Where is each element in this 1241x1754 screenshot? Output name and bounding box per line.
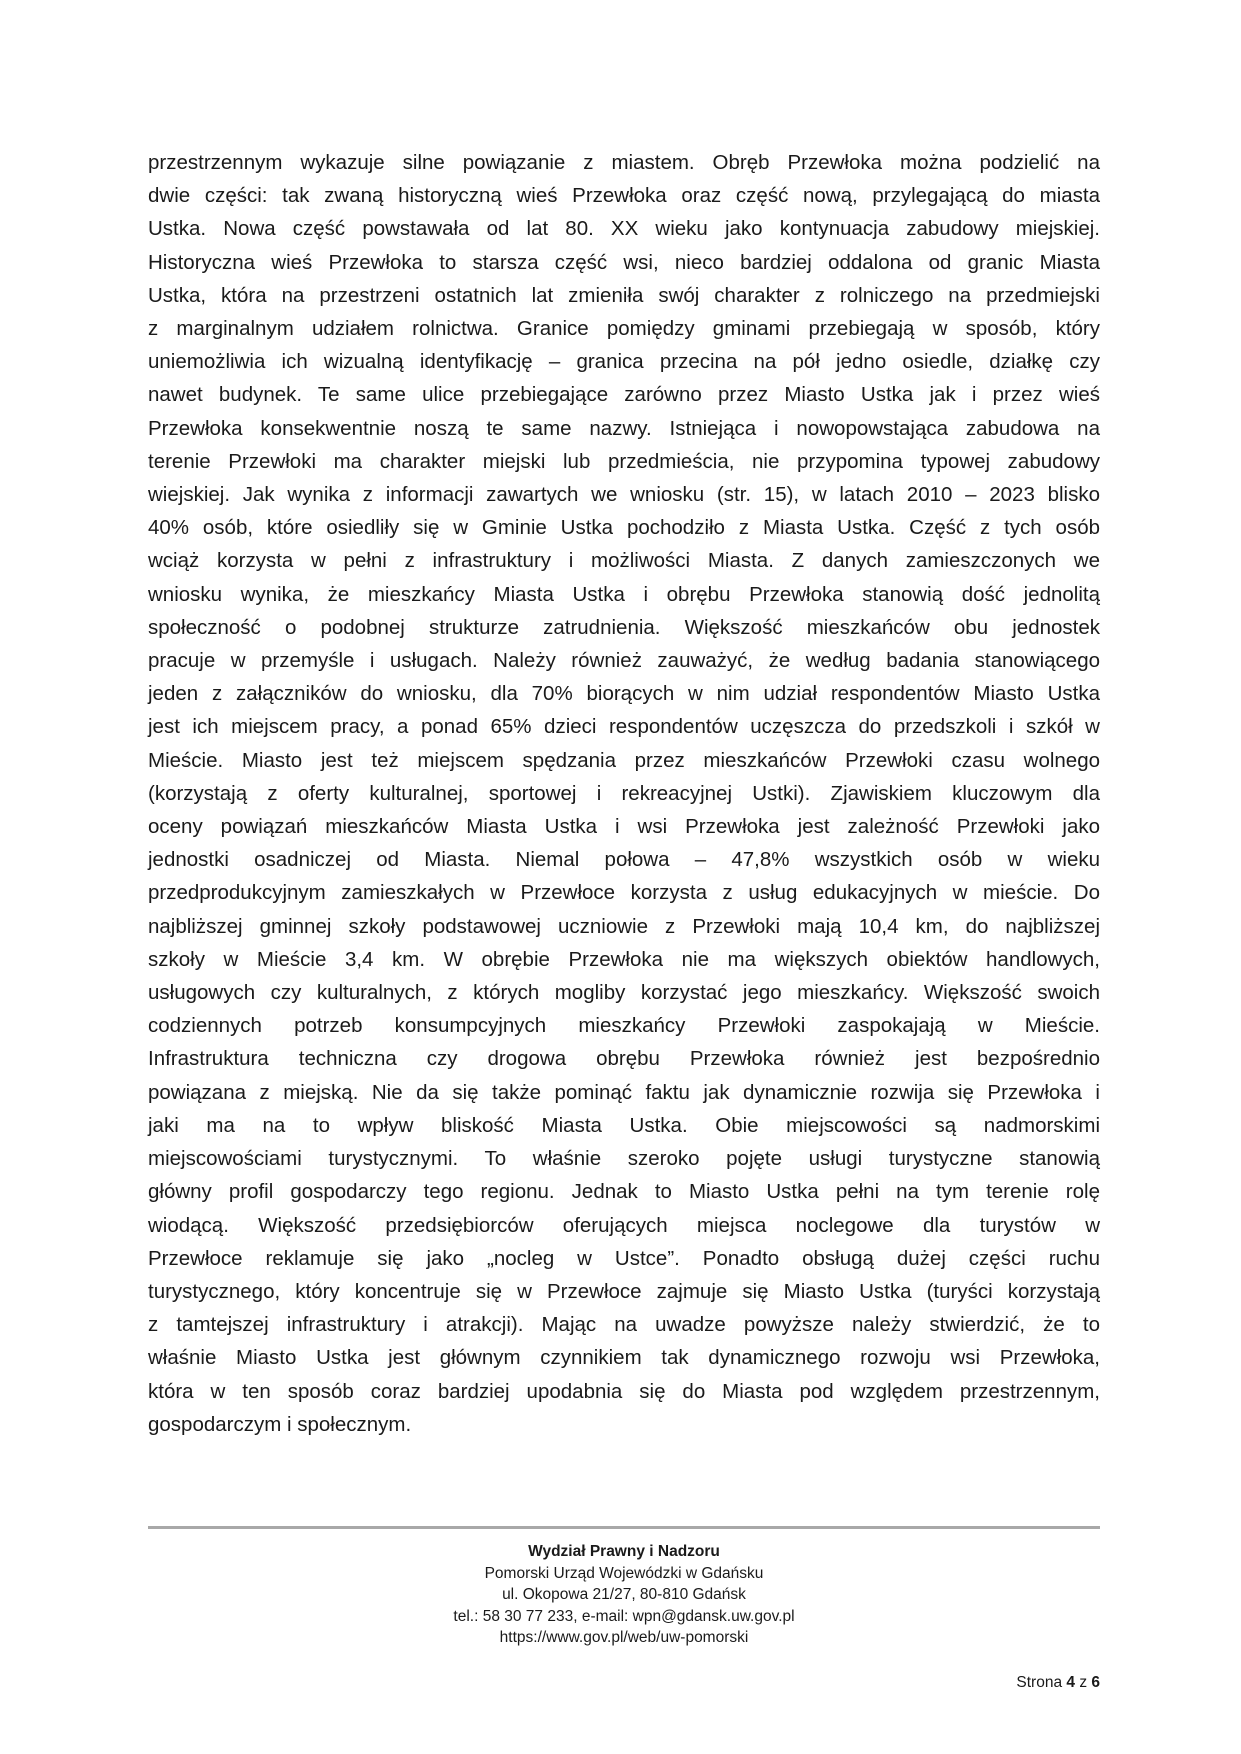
text-line: szkoły w Mieście 3,4 km. W obrębie Przewłoka nie ma większych obiektów handlowych, — [148, 947, 1100, 971]
footer-contact: tel.: 58 30 77 233, e-mail: wpn@gdansk.uw.gov.pl — [453, 1607, 795, 1625]
page-number — [1016, 1674, 1100, 1692]
page-number-current: 4 — [1066, 1674, 1075, 1691]
text-line: jaki ma na to wpływ bliskość Miasta Ustka. Obie miejscowości są nadmorskimi — [148, 1113, 1100, 1137]
footer — [148, 1541, 1100, 1649]
text-line: wiodącą. Większość przedsiębiorców oferujących miejsca noclegowe dla turystów w — [148, 1213, 1100, 1237]
text-line: wciąż korzysta w pełni z infrastruktury i możliwości Miasta. Z danych zamieszczonych we — [148, 549, 1100, 573]
text-line: pracuje w przemyśle i usługach. Należy również zauważyć, że według badania stanowiącego — [148, 649, 1100, 673]
text-line: terenie Przewłoki ma charakter miejski lub przedmieścia, nie przypomina typowej zabudowy — [148, 449, 1100, 473]
text-line: Przewłoce reklamuje się jako „nocleg w Ustce”. Ponadto obsługą dużej części ruchu — [148, 1246, 1100, 1270]
body-paragraph — [148, 146, 1100, 1441]
text-line: turystycznego, który koncentruje się w Przewłoce zajmuje się Miasto Ustka (turyści korzystają — [148, 1279, 1100, 1303]
text-line: Historyczna wieś Przewłoka to starsza część wsi, nieco bardziej oddalona od granic Miasta — [148, 250, 1100, 274]
footer-address: ul. Okopowa 21/27, 80-810 Gdańsk — [502, 1586, 746, 1603]
text-line: dwie części: tak zwaną historyczną wieś Przewłoka oraz część nową, przylegającą do miasta — [148, 184, 1100, 208]
text-line: wiejskiej. Jak wynika z informacji zawartych we wniosku (str. 15), w latach 2010 – 2023 blisko — [148, 483, 1100, 507]
text-line: usługowych czy kulturalnych, z których mogliby korzystać jego mieszkańcy. Większość swoich — [148, 981, 1100, 1005]
text-line: Ustka. Nowa część powstawała od lat 80. XX wieku jako kontynuacja zabudowy miejskiej. — [148, 217, 1100, 241]
text-line: nawet budynek. Te same ulice przebiegające zarówno przez Miasto Ustka jak i przez wieś — [148, 383, 1100, 407]
footer-divider — [148, 1526, 1100, 1529]
text-line: przedprodukcyjnym zamieszkałych w Przewłoce korzysta z usług edukacyjnych w mieście. Do — [148, 881, 1100, 905]
text-line: z tamtejszej infrastruktury i atrakcji). Mając na uwadze powyższe należy stwierdzić, że to — [148, 1313, 1100, 1337]
text-line: 40% osób, które osiedliły się w Gminie Ustka pochodziło z Miasta Ustka. Część z tych osób — [148, 516, 1100, 540]
text-line: główny profil gospodarczy tego regionu. Jednak to Miasto Ustka pełni na tym terenie rolę — [148, 1180, 1100, 1204]
text-line: powiązana z miejską. Nie da się także pominąć faktu jak dynamicznie rozwija się Przewłoka i — [148, 1080, 1100, 1104]
page-number-total: 6 — [1091, 1674, 1100, 1691]
text-line: z marginalnym udziałem rolnictwa. Granice pomiędzy gminami przebiegają w sposób, który — [148, 317, 1100, 341]
text-line: uniemożliwia ich wizualną identyfikację – granica przecina na pół jedno osiedle, działkę czy — [148, 350, 1100, 374]
text-line: Mieście. Miasto jest też miejscem spędzania przez mieszkańców Przewłoki czasu wolnego — [148, 748, 1100, 772]
page-number-separator: z — [1079, 1674, 1088, 1691]
text-line: jest ich miejscem pracy, a ponad 65% dzieci respondentów uczęszcza do przedszkoli i szkół w — [148, 715, 1100, 739]
text-line: jeden z załączników do wniosku, dla 70% biorących w nim udział respondentów Miasto Ustka — [148, 682, 1100, 706]
text-line: jednostki osadniczej od Miasta. Niemal połowa – 47,8% wszystkich osób w wieku — [148, 848, 1100, 872]
text-line: właśnie Miasto Ustka jest głównym czynnikiem tak dynamicznego rozwoju wsi Przewłoka, — [148, 1346, 1100, 1370]
text-line: miejscowościami turystycznymi. To właśnie szeroko pojęte usługi turystyczne stanowią — [148, 1147, 1100, 1171]
text-line: oceny powiązań mieszkańców Miasta Ustka i wsi Przewłoka jest zależność Przewłoki jako — [148, 815, 1100, 839]
text-line: która w ten sposób coraz bardziej upodabnia się do Miasta pod względem przestrzennym, — [148, 1379, 1100, 1403]
text-line: najbliższej gminnej szkoły podstawowej uczniowie z Przewłoki mają 10,4 km, do najbliższej — [148, 914, 1100, 938]
text-line: Przewłoka konsekwentnie noszą te same nazwy. Istniejąca i nowopowstająca zabudowa na — [148, 416, 1100, 440]
page-number-prefix: Strona — [1016, 1674, 1063, 1691]
text-line: wniosku wynika, że mieszkańcy Miasta Ustka i obrębu Przewłoka stanowią dość jednolitą — [148, 582, 1100, 606]
footer-website[interactable]: https://www.gov.pl/web/uw-pomorski — [499, 1629, 749, 1646]
text-line: gospodarczym i społecznym. — [148, 1412, 412, 1436]
footer-department: Wydział Prawny i Nadzoru — [528, 1543, 720, 1560]
text-line: (korzystają z oferty kulturalnej, sportowej i rekreacyjnej Ustki). Zjawiskiem kluczowym dla — [148, 781, 1100, 805]
text-line: codziennych potrzeb konsumpcyjnych mieszkańcy Przewłoki zaspokajają w Mieście. — [148, 1014, 1100, 1038]
text-line: społeczność o podobnej strukturze zatrudnienia. Większość mieszkańców obu jednostek — [148, 615, 1100, 639]
text-line: przestrzennym wykazuje silne powiązanie z miastem. Obręb Przewłoka można podzielić na — [148, 151, 1100, 174]
text-line: Infrastruktura techniczna czy drogowa obrębu Przewłoka również jest bezpośrednio — [148, 1047, 1100, 1071]
text-line: Ustka, która na przestrzeni ostatnich lat zmieniła swój charakter z rolniczego na przedmiejski — [148, 283, 1100, 307]
footer-office: Pomorski Urząd Wojewódzki w Gdańsku — [484, 1564, 764, 1582]
